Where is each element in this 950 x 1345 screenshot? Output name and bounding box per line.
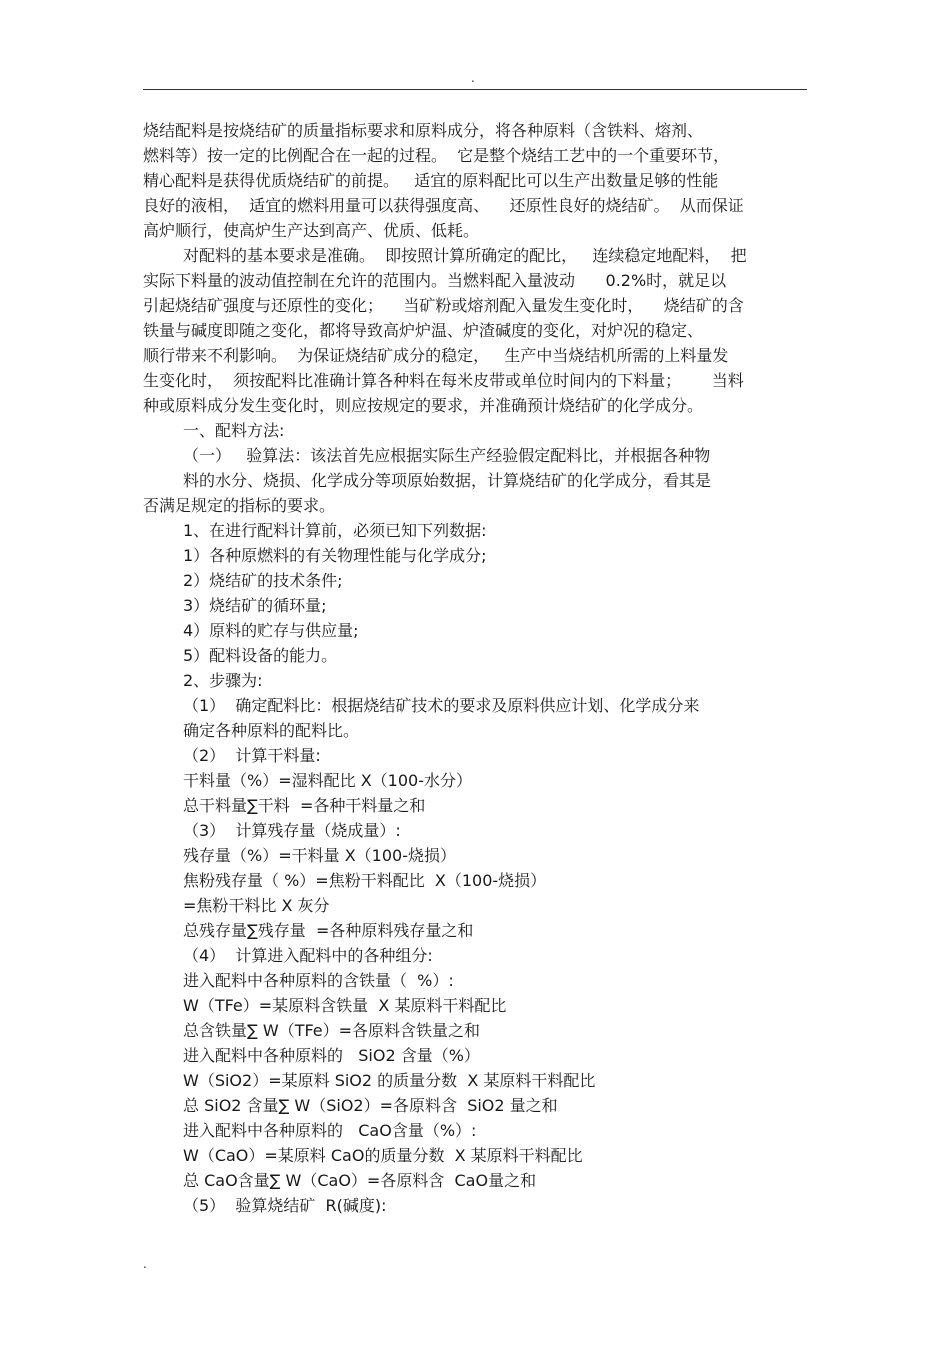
text-line: 种或原料成分发生变化时，则应按规定的要求，并准确预计烧结矿的化学成分。 — [143, 396, 704, 415]
text-line: 2）烧结矿的技术条件; — [183, 571, 343, 590]
text-line: 残存量（%）=干料量 X（100-烧损） — [183, 846, 456, 865]
text-line: 2、步骤为: — [183, 671, 263, 690]
text-line: 1、在进行配料计算前，必须已知下列数据: — [183, 521, 487, 540]
header-mark: . — [471, 71, 475, 85]
text-line: 总残存量∑残存量 =各种原料残存量之和 — [183, 921, 474, 940]
text-line: W（TFe）=某原料含铁量 X 某原料干料配比 — [183, 996, 507, 1015]
text-line: （1） 确定配料比：根据烧结矿技术的要求及原料供应计划、化学成分来 — [183, 696, 700, 715]
text-line: W（SiO2）=某原料 SiO2 的质量分数 X 某原料干料配比 — [183, 1071, 596, 1090]
header-rule — [143, 89, 807, 90]
text-line: =焦粉干料比 X 灰分 — [183, 896, 330, 915]
text-line: （5） 验算烧结矿 R(碱度): — [183, 1196, 387, 1215]
text-line: 进入配料中各种原料的 CaO含量（%）: — [183, 1121, 477, 1140]
text-line: 干料量（%）=湿料配比 X（100-水分） — [183, 771, 472, 790]
text-line: 总含铁量∑ W（TFe）=各原料含铁量之和 — [183, 1021, 481, 1040]
text-line: 对配料的基本要求是准确。 即按照计算所确定的配比， 连续稳定地配料， 把 — [183, 246, 747, 265]
text-line: 1）各种原燃料的有关物理性能与化学成分; — [183, 546, 487, 565]
text-line: 铁量与碱度即随之变化，都将导致高炉炉温、炉渣碱度的变化，对炉况的稳定、 — [143, 321, 704, 340]
text-line: 顺行带来不利影响。 为保证烧结矿成分的稳定， 生产中当烧结机所需的上料量发 — [143, 346, 729, 365]
text-line: （2） 计算干料量: — [183, 746, 321, 765]
text-line: 高炉顺行，使高炉生产达到高产、优质、低耗。 — [143, 221, 480, 240]
text-line: （4） 计算进入配料中的各种组分: — [183, 946, 433, 965]
document-body — [143, 118, 813, 1218]
text-line: 焦粉残存量（ %）=焦粉干料配比 X（100-烧损） — [183, 871, 547, 890]
text-line: 良好的液相， 适宜的燃料用量可以获得强度高、 还原性良好的烧结矿。 从而保证 — [143, 196, 744, 215]
text-line: 4）原料的贮存与供应量; — [183, 621, 359, 640]
text-line: 生变化时， 须按配料比准确计算各种料在每米皮带或单位时间内的下料量； 当料 — [143, 371, 744, 390]
text-line: （3） 计算残存量（烧成量）: — [183, 821, 401, 840]
text-line: 总干料量∑干料 =各种干料量之和 — [183, 796, 426, 815]
text-line: 总 CaO含量∑ W（CaO）=各原料含 CaO量之和 — [183, 1171, 537, 1190]
text-line: 3）烧结矿的循环量; — [183, 596, 327, 615]
text-line: 实际下料量的波动值控制在允许的范围内。当燃料配入量波动 0.2%时，就足以 — [143, 271, 727, 290]
text-line: 5）配料设备的能力。 — [183, 646, 338, 665]
text-line: 烧结配料是按烧结矿的质量指标要求和原料成分，将各种原料（含铁料、熔剂、 — [143, 121, 704, 140]
text-line: 精心配料是获得优质烧结矿的前提。 适宜的原料配比可以生产出数量足够的性能 — [143, 171, 719, 190]
text-line: 引起烧结矿强度与还原性的变化； 当矿粉或熔剂配入量发生变化时， 烧结矿的含 — [143, 296, 744, 315]
text-line: （一） 验算法：该法首先应根据实际生产经验假定配料比，并根据各种物 — [183, 446, 711, 465]
text-line: 料的水分、烧损、化学成分等项原始数据，计算烧结矿的化学成分，看其是 — [183, 471, 712, 490]
text-line: 一、配料方法: — [183, 421, 285, 440]
text-line: 总 SiO2 含量∑ W（SiO2）=各原料含 SiO2 量之和 — [183, 1096, 558, 1115]
text-line: 燃料等）按一定的比例配合在一起的过程。 它是整个烧结工艺中的一个重要环节， — [143, 146, 730, 165]
text-line: 进入配料中各种原料的 SiO2 含量（%） — [183, 1046, 480, 1065]
text-line: 进入配料中各种原料的含铁量（ %）: — [183, 971, 454, 990]
text-line: 否满足规定的指标的要求。 — [143, 496, 336, 515]
text-line: 确定各种原料的配料比。 — [183, 721, 360, 740]
text-line: W（CaO）=某原料 CaO的质量分数 X 某原料干料配比 — [183, 1146, 583, 1165]
footer-mark: . — [143, 1257, 147, 1271]
